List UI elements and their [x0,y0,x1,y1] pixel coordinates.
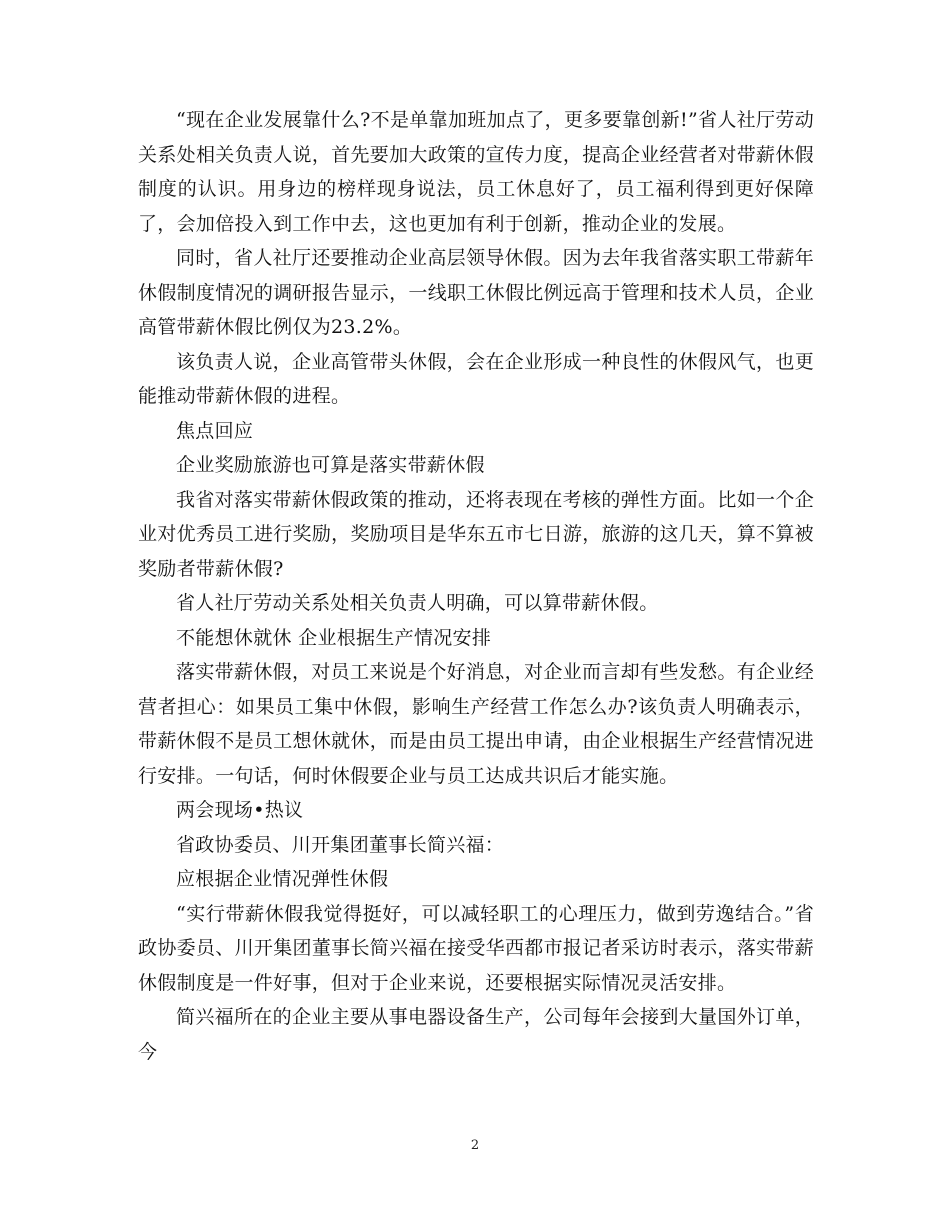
paragraph-4: 我省对落实带薪休假政策的推动，还将表现在考核的弹性方面。比如一个企业对优秀员工进行奖励，奖励项目是华东五市七日游，旅游的这几天，算不算被奖励者带薪休假? [138,488,814,580]
paragraph-7: “实行带薪休假我觉得挺好，可以减轻职工的心理压力，做到劳逸结合。”省政协委员、川开集团董事长简兴福在接受华西都市报记者采访时表示，落实带薪休假制度是一件好事，但对于企业来说，还要根据实际情况灵活安排。 [138,902,814,994]
document-body [138,103,814,1069]
subheading-arrangement: 不能想休就休 企业根据生产情况安排 [176,626,492,649]
paragraph-3: 该负责人说，企业高管带头休假，会在企业形成一种良性的休假风气，也更能推动带薪休假的进程。 [138,350,814,407]
page-number: 2 [470,1138,480,1153]
paragraph-8: 简兴福所在的企业主要从事电器设备生产，公司每年会接到大量国外订单，今 [138,1006,814,1063]
paragraph-2: 同时，省人社厅还要推动企业高层领导休假。因为去年我省落实职工带薪年休假制度情况的调研报告显示，一线职工休假比例远高于管理和技术人员，企业高管带薪休假比例仅为23.2%。 [138,247,814,338]
section-heading-two-sessions: 两会现场•热议 [176,799,304,821]
section-heading-focus-response: 焦点回应 [176,419,254,442]
subheading-reward-travel: 企业奖励旅游也可算是落实带薪休假 [176,454,485,476]
paragraph-6: 落实带薪休假，对员工来说是个好消息，对企业而言却有些发愁。有企业经营者担心：如果员工集中休假，影响生产经营工作怎么办?该负责人明确表示，带薪休假不是员工想休就休，而是由员工提出申请，由企业根据生产经营情况进行安排。一句话，何时休假要企业与员工达成共识后才能实施。 [138,661,814,787]
paragraph-1: “现在企业发展靠什么?不是单靠加班加点了，更多要靠创新!”省人社厅劳动关系处相关负责人说，首先要加大政策的宣传力度，提高企业经营者对带薪休假制度的认识。用身边的榜样现身说法，员工休息好了，员工福利得到更好保障了，会加倍投入到工作中去，这也更加有利于创新，推动企业的发展。 [138,109,814,235]
subheading-flexible-leave: 应根据企业情况弹性休假 [176,868,389,890]
speaker-line: 省政协委员、川开集团董事长简兴福： [176,833,505,856]
paragraph-5: 省人社厅劳动关系处相关负责人明确，可以算带薪休假。 [176,592,659,614]
